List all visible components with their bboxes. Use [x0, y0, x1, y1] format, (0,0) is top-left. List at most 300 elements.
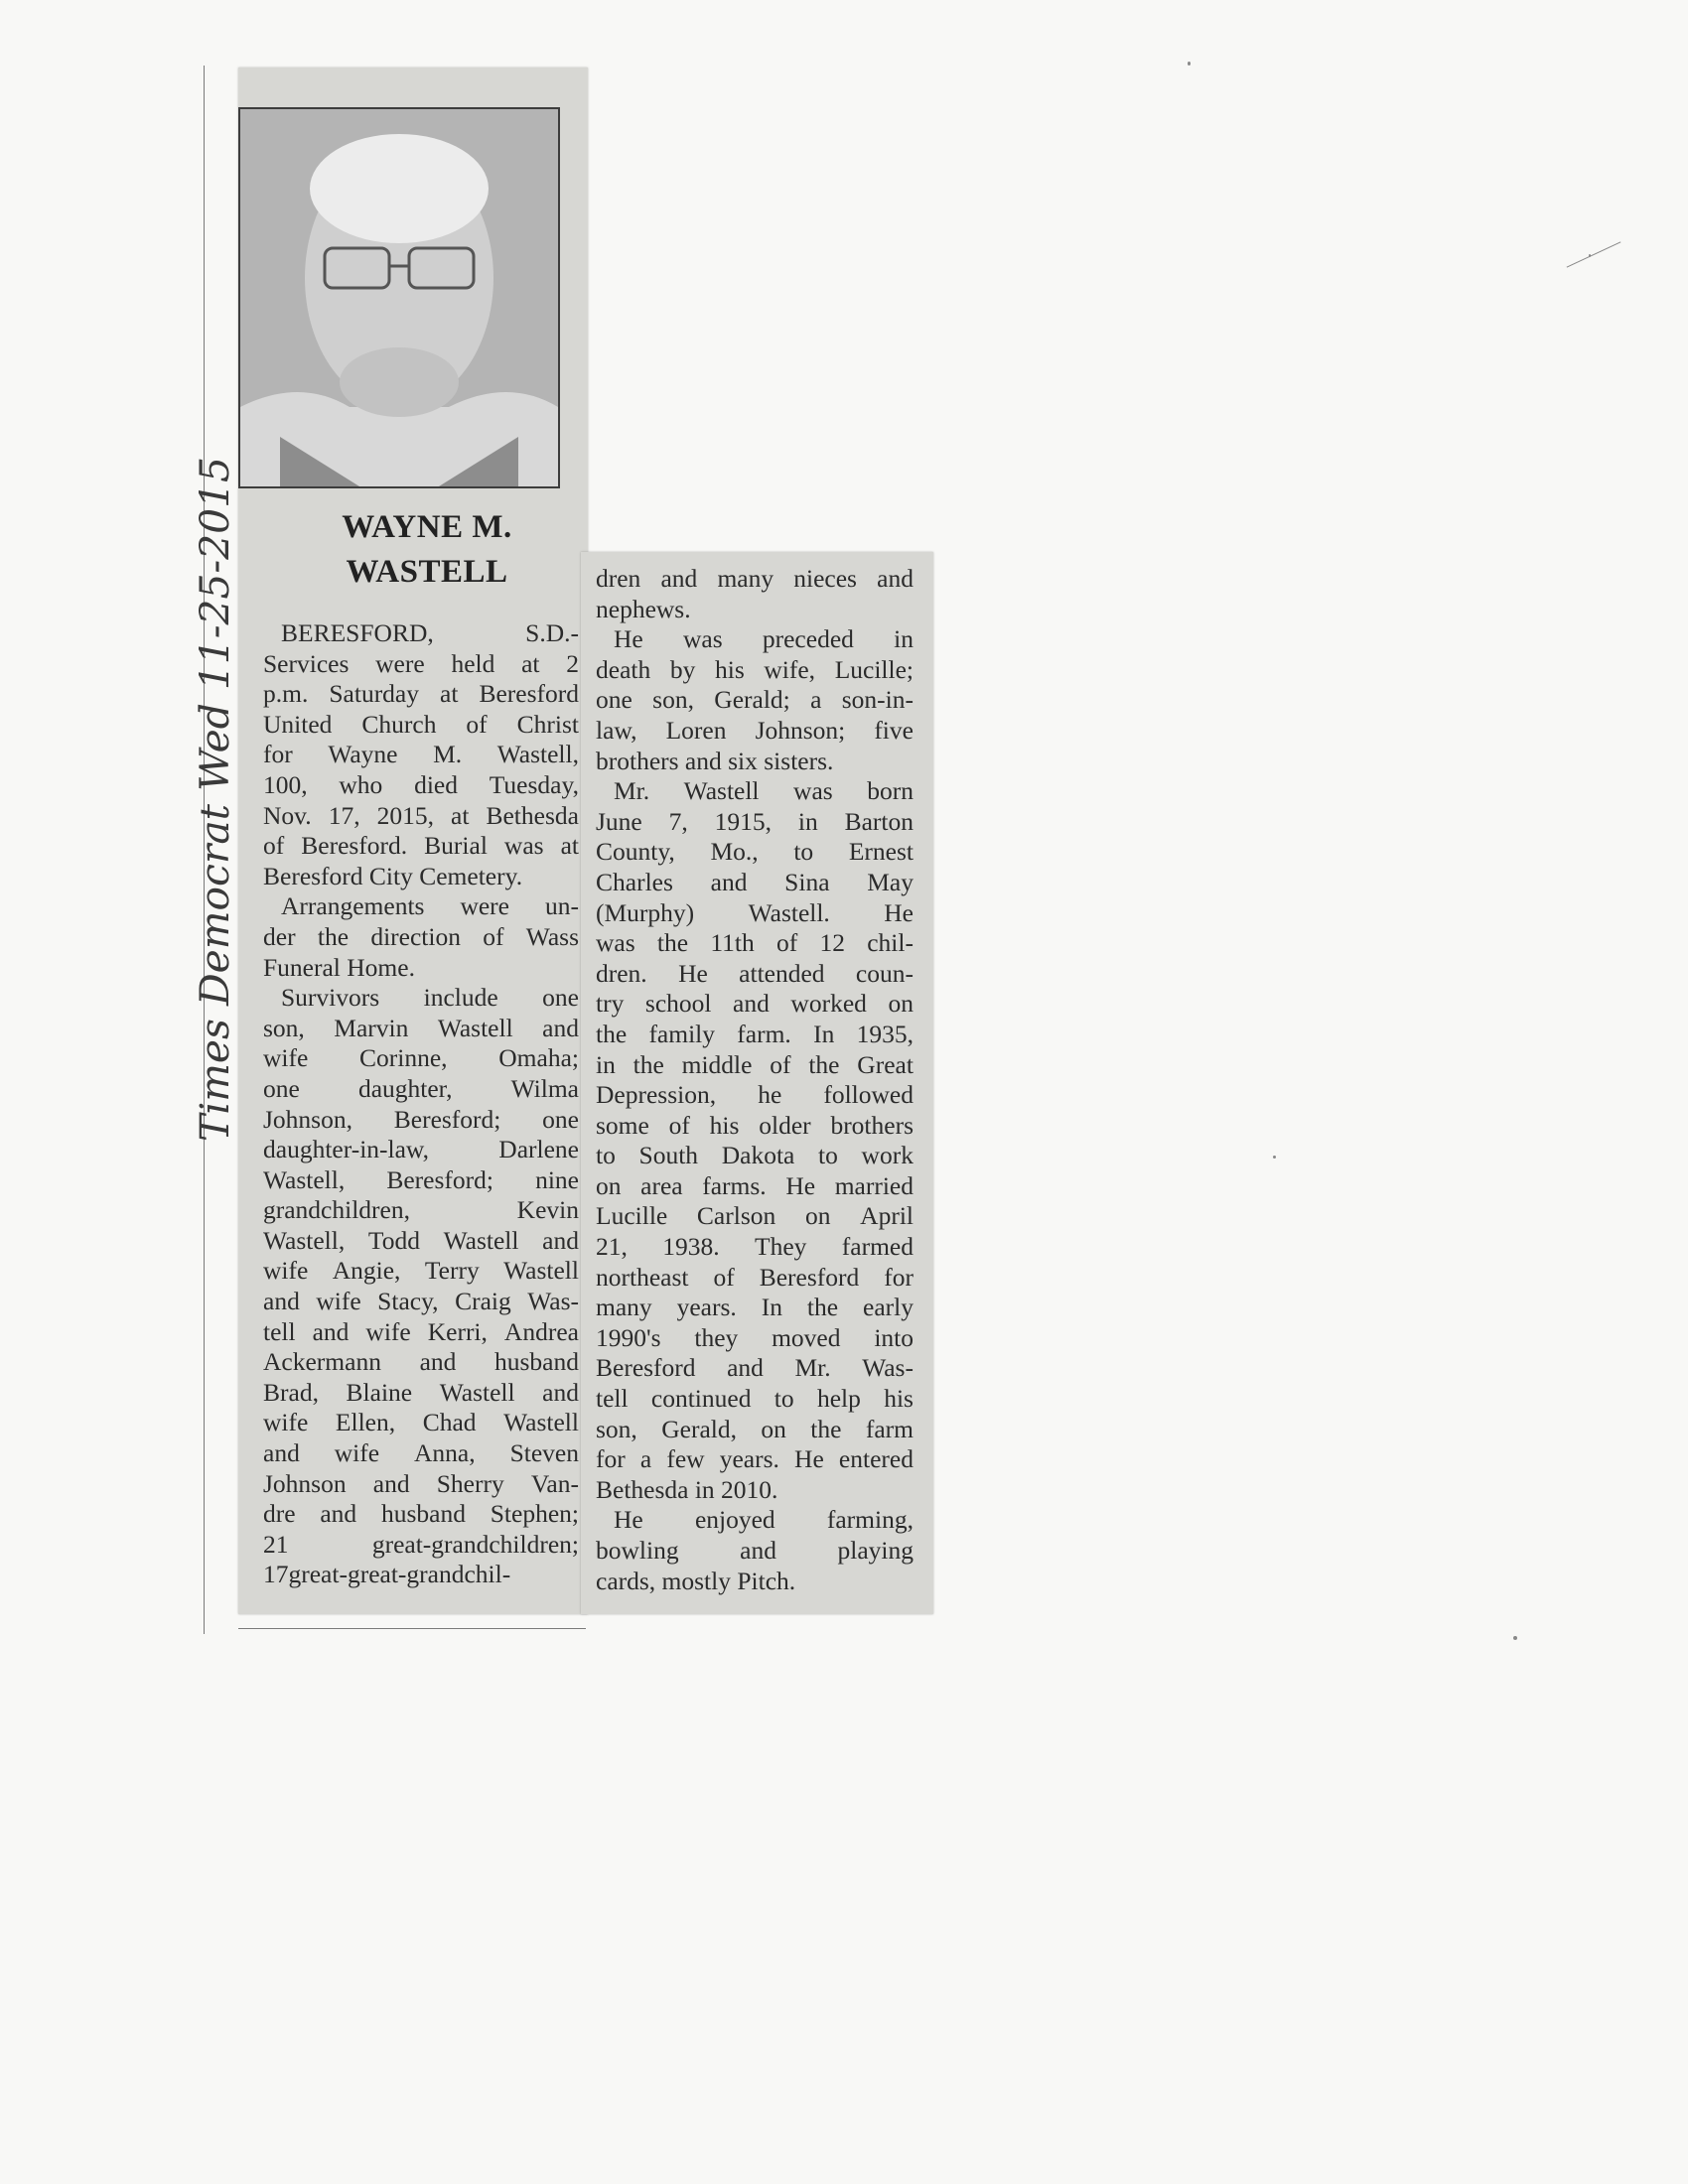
text-line [263, 1043, 579, 1074]
text-word: Depression, [596, 1080, 717, 1110]
text-word: Church [361, 709, 437, 739]
text-word: of [713, 1262, 735, 1292]
text-word: of [466, 709, 488, 739]
text-word: years. [676, 1293, 737, 1322]
text-word: followed [823, 1080, 914, 1110]
text-word: playing [837, 1536, 914, 1565]
text-line [263, 801, 579, 832]
text-line [263, 1195, 579, 1226]
text-word: Omaha; [498, 1043, 579, 1073]
obituary-name-line2: WASTELL [346, 554, 508, 590]
text-word: husband [380, 1499, 466, 1529]
text-word: coun- [855, 958, 914, 988]
obituary-paragraph [596, 564, 914, 624]
text-word: daughter-in-law, [263, 1135, 430, 1164]
text-line [596, 655, 914, 686]
text-word: Burial [424, 831, 488, 861]
text-word: and [733, 989, 770, 1019]
text-word: Carlson [696, 1201, 776, 1231]
obituary-paragraph [596, 1505, 914, 1596]
text-word: May [867, 867, 914, 896]
text-line [263, 1256, 579, 1287]
text-word: In [813, 1019, 835, 1048]
text-word: son, [596, 1414, 637, 1443]
text-word: and [877, 564, 914, 593]
text-word: and [372, 1468, 410, 1498]
text-word: Wilma [510, 1073, 579, 1103]
text-word: great-grandchildren; [371, 1529, 579, 1559]
text-word: Steven [509, 1438, 579, 1468]
text-word: and [542, 1377, 579, 1407]
text-word: Beresford; [386, 1164, 493, 1194]
text-word: Saturday [329, 679, 420, 709]
obituary-clipping-right [581, 552, 933, 1614]
text-line [263, 1105, 579, 1136]
text-word: his [714, 654, 745, 684]
text-line [596, 1050, 914, 1081]
text-word: Christ [516, 709, 579, 739]
text-line [263, 983, 579, 1014]
text-line [263, 649, 579, 680]
text-word: to [818, 1141, 838, 1170]
text-word: farm [865, 1414, 914, 1443]
text-word: one [542, 1104, 579, 1134]
handwritten-note-image [187, 447, 246, 1142]
text-word: school [644, 989, 712, 1019]
text-line [596, 837, 914, 868]
text-line [596, 1323, 914, 1354]
text-word: for [884, 1262, 914, 1292]
text-line [596, 1141, 914, 1171]
text-line [596, 1201, 914, 1232]
text-word: help [816, 1384, 861, 1414]
text-word: BERESFORD, [281, 618, 434, 647]
text-word: Sina [784, 867, 830, 896]
text-word: Beresford; [393, 1104, 501, 1134]
text-word: Wastell, [263, 1164, 346, 1194]
text-line [263, 1287, 579, 1317]
text-word: by [669, 654, 696, 684]
text-word: born [867, 776, 914, 806]
text-word: a [639, 1444, 652, 1474]
text-word: bowling [596, 1536, 679, 1565]
text-word: were [460, 891, 509, 921]
text-line [596, 1444, 914, 1475]
text-word: one [542, 983, 579, 1013]
text-word: entered [838, 1444, 914, 1474]
scan-speck [1567, 241, 1621, 267]
text-word: farmed [841, 1232, 914, 1262]
text-word: at [451, 800, 470, 830]
text-word: Ellen, [335, 1408, 396, 1437]
text-word: and [660, 564, 698, 593]
text-word: the [806, 1293, 839, 1322]
text-line [596, 1415, 914, 1445]
text-word: was [793, 776, 833, 806]
handwritten-note-text: Times Democrat Wed 11-25-2015 [193, 470, 238, 1142]
text-line [596, 928, 914, 959]
text-word: and [727, 1353, 764, 1383]
text-word: son-in- [841, 685, 914, 715]
text-line [596, 1505, 914, 1536]
text-word: to [793, 837, 814, 867]
text-word: death [596, 654, 651, 684]
text-word: and [419, 1347, 457, 1377]
text-word: daughter, [357, 1073, 453, 1103]
text-word: Great [857, 1049, 914, 1079]
text-word: on [888, 989, 914, 1019]
text-line [596, 1020, 914, 1050]
text-word: direction [370, 921, 461, 951]
text-word: Wastell [683, 776, 760, 806]
text-word: wife [365, 1316, 411, 1346]
text-word: Todd [367, 1225, 420, 1255]
text-word: chil- [867, 928, 914, 958]
text-line [596, 1232, 914, 1263]
text-word: enjoyed [694, 1505, 775, 1535]
text-line [263, 1530, 579, 1561]
text-line [263, 679, 579, 710]
text-word: Wass [525, 921, 579, 951]
text-word: He [794, 1444, 824, 1474]
text-word: were [375, 648, 425, 678]
text-line [263, 922, 579, 953]
text-word: United [263, 709, 333, 739]
text-word: a [810, 685, 822, 715]
text-word: Wastell [439, 1377, 515, 1407]
text-word: Mo., [710, 837, 759, 867]
text-word: Survivors [281, 983, 380, 1013]
text-word: include [423, 983, 498, 1013]
text-line [596, 624, 914, 655]
text-word: 7, [668, 806, 688, 836]
text-word: Andrea [503, 1316, 579, 1346]
text-line [596, 1263, 914, 1294]
text-word: was [596, 928, 635, 958]
text-word: in [596, 1049, 616, 1079]
text-line [263, 1469, 579, 1500]
text-line [263, 1165, 579, 1196]
text-line [263, 770, 579, 801]
text-word: and [740, 1536, 776, 1565]
text-word: 11th [710, 928, 755, 958]
text-line [263, 618, 579, 649]
text-word: Bethesda [486, 800, 579, 830]
text-word: Beresford [759, 1262, 860, 1292]
text-word: Angie, [332, 1256, 401, 1286]
text-line [263, 862, 579, 892]
text-word: at [560, 831, 579, 861]
text-word: Stacy, [377, 1287, 439, 1316]
text-word: Was- [527, 1287, 579, 1316]
text-line [263, 1135, 579, 1165]
text-word: preceded [762, 624, 854, 654]
text-word: Services [263, 648, 350, 678]
text-word: was [682, 624, 723, 654]
text-word: Tuesday, [489, 769, 579, 799]
text-word: grandchildren, [263, 1195, 410, 1225]
text-line [596, 747, 914, 777]
text-word: law, [596, 715, 637, 745]
text-line [263, 891, 579, 922]
text-word: in [797, 806, 818, 836]
text-word: northeast [596, 1262, 689, 1292]
text-word: April [860, 1201, 914, 1231]
text-word: work [861, 1141, 914, 1170]
text-word: farms. [702, 1170, 767, 1200]
text-word: Craig [455, 1287, 511, 1316]
scan-speck [1273, 1156, 1276, 1159]
text-word: brothers [830, 1110, 914, 1140]
text-word: and [263, 1438, 300, 1468]
text-line [263, 1317, 579, 1348]
text-word: of [775, 928, 798, 958]
text-word: into [874, 1322, 914, 1352]
text-word: in [894, 624, 914, 654]
text-word: great-great-grandchil- [288, 1560, 511, 1589]
text-word: area [640, 1170, 683, 1200]
text-word: nine [535, 1164, 579, 1194]
text-word: Beresford [596, 1353, 696, 1383]
text-word: Lucille; [834, 654, 914, 684]
text-word: 12 [819, 928, 845, 958]
text-line [263, 1347, 579, 1378]
text-word: Blaine [346, 1377, 413, 1407]
text-word: Van- [530, 1468, 579, 1498]
text-word: Wastell [443, 1225, 519, 1255]
text-word: 1938. [662, 1232, 720, 1262]
text-word: wife [263, 1256, 309, 1286]
text-word: Terry [424, 1256, 480, 1286]
obituary-paragraph [596, 776, 914, 1505]
text-line [596, 1111, 914, 1142]
text-word: five [874, 715, 914, 745]
text-word: He [614, 624, 643, 654]
text-line [596, 898, 914, 929]
text-word: tell [263, 1316, 296, 1346]
text-word: at [521, 648, 540, 678]
text-word: Ackermann [263, 1347, 381, 1377]
text-word: on [596, 1170, 622, 1200]
text-word: dren. [596, 958, 647, 988]
text-word: Brad, [263, 1377, 319, 1407]
text-word: 17 [263, 1560, 289, 1589]
text-word: Darlene [498, 1135, 579, 1164]
text-word: Wastell, [263, 1225, 346, 1255]
text-word: many [717, 564, 774, 593]
portrait-photo [238, 107, 560, 488]
text-line [596, 1536, 914, 1567]
text-line [263, 710, 579, 741]
text-line [596, 989, 914, 1020]
column-rule [238, 1628, 586, 1629]
obituary-paragraph [263, 983, 579, 1590]
text-line [596, 868, 914, 898]
text-word: Chad [422, 1408, 477, 1437]
text-word: married [834, 1170, 914, 1200]
text-word: dre [263, 1499, 296, 1529]
text-word: 21, [596, 1232, 628, 1262]
text-word: Barton [844, 806, 914, 836]
text-word: wife [263, 1043, 309, 1073]
text-word: son, [263, 1013, 305, 1042]
text-word: died [414, 769, 458, 799]
text-word: they [694, 1322, 739, 1352]
text-word: older [759, 1110, 811, 1140]
text-word: on [804, 1201, 831, 1231]
text-word: wife [263, 1408, 309, 1437]
text-word: 1935, [856, 1019, 914, 1048]
text-word: cards, mostly Pitch. [596, 1566, 796, 1595]
text-word: the [810, 1414, 842, 1443]
text-word: was [503, 831, 544, 861]
text-word: Mr. [794, 1353, 831, 1383]
obituary-name-line1: WAYNE M. [342, 509, 512, 545]
text-word: to [596, 1141, 616, 1170]
text-word: and [542, 1225, 579, 1255]
text-line [263, 1014, 579, 1044]
text-word: the [656, 928, 689, 958]
text-word: Johnson; [755, 715, 846, 745]
text-word: Anna, [414, 1438, 476, 1468]
scan-speck [1188, 62, 1191, 66]
text-word: try [596, 989, 625, 1019]
text-line [596, 1567, 914, 1597]
text-word: Loren [665, 715, 727, 745]
text-line [263, 1074, 579, 1105]
text-word: They [755, 1232, 807, 1262]
text-word: dren [596, 564, 641, 593]
text-line [596, 564, 914, 595]
text-word: County, [596, 837, 675, 867]
text-word: He [614, 1505, 643, 1535]
text-word: tell [596, 1384, 629, 1414]
text-word: Corinne, [359, 1043, 448, 1073]
text-word: moved [772, 1322, 841, 1352]
text-word: one [263, 1073, 300, 1103]
text-word: 2 [566, 648, 579, 678]
text-word: Kerri, [427, 1316, 488, 1346]
text-word: South [638, 1141, 699, 1170]
text-word: few [666, 1444, 705, 1474]
text-line [596, 1171, 914, 1202]
text-word: 2015, [376, 800, 434, 830]
text-word: Charles [596, 867, 673, 896]
text-word: Beresford. [301, 831, 408, 861]
text-word: and [710, 867, 748, 896]
text-word: Marvin [334, 1013, 409, 1042]
text-word: He [884, 897, 914, 927]
text-word: of [770, 1049, 791, 1079]
text-word: Ernest [848, 837, 914, 867]
text-word: of [483, 921, 504, 951]
text-word: der [263, 921, 296, 951]
text-word: to [774, 1384, 794, 1414]
text-word: the [317, 921, 350, 951]
text-word: M. [433, 740, 463, 769]
obituary-column-1 [263, 618, 579, 1590]
text-word: 17, [328, 800, 360, 830]
obituary-paragraph [596, 624, 914, 776]
text-word: son, [652, 685, 694, 715]
text-word: for [263, 740, 293, 769]
text-word: 1990's [596, 1322, 661, 1352]
obituary-paragraph [263, 891, 579, 983]
text-word: middle [681, 1049, 753, 1079]
text-word: June [596, 806, 642, 836]
text-word: he [758, 1080, 782, 1110]
text-line [596, 776, 914, 807]
text-word: his [709, 1110, 740, 1140]
text-word: Wastell [503, 1408, 579, 1437]
text-line [263, 1226, 579, 1257]
text-word: Wastell. [748, 897, 830, 927]
text-word: worked [790, 989, 867, 1019]
text-word: Johnson, [263, 1104, 352, 1134]
portrait-image [240, 109, 558, 486]
text-word: farming, [826, 1505, 914, 1535]
text-word: Dakota [721, 1141, 795, 1170]
text-line [263, 1438, 579, 1469]
text-line [263, 1378, 579, 1409]
text-word: 1915, [714, 806, 772, 836]
text-word: wife, [764, 654, 816, 684]
text-word: husband [494, 1347, 579, 1377]
text-word: on [761, 1414, 786, 1443]
text-word: Wastell, [496, 740, 579, 769]
text-line [263, 1499, 579, 1530]
text-word: held [451, 648, 495, 678]
text-word: Lucille [596, 1201, 668, 1231]
text-word: nieces [793, 564, 857, 593]
text-word: He [678, 958, 708, 988]
text-word: Bethesda in 2010. [596, 1474, 778, 1504]
text-word: many [596, 1293, 652, 1322]
text-line [596, 685, 914, 716]
text-word: for [596, 1444, 626, 1474]
text-word: 21 [263, 1529, 289, 1559]
text-line [596, 1080, 914, 1111]
text-line [596, 807, 914, 838]
text-word: un- [545, 891, 579, 921]
scan-speck [1513, 1636, 1517, 1640]
text-line [263, 1560, 579, 1590]
text-word: Beresford City Cemetery. [263, 861, 523, 890]
text-word: and [263, 1287, 300, 1316]
text-word: early [863, 1293, 914, 1322]
text-word: the [633, 1049, 664, 1079]
text-line [596, 716, 914, 747]
text-word: Wayne [328, 740, 398, 769]
text-word: Wastell [503, 1256, 579, 1286]
text-word: In [761, 1293, 782, 1322]
text-word: Beresford [479, 679, 579, 709]
text-word: (Murphy) [596, 897, 695, 927]
text-word: wife [316, 1287, 361, 1316]
text-word: Arrangements [281, 891, 425, 921]
text-word: Was- [862, 1353, 914, 1383]
text-word: family [648, 1019, 716, 1048]
text-line [596, 595, 914, 625]
text-word: nephews. [596, 594, 691, 623]
text-line [596, 1353, 914, 1384]
text-word: who [339, 769, 383, 799]
text-word: Sherry [436, 1468, 504, 1498]
text-word: of [263, 831, 285, 861]
text-word: Gerald, [661, 1414, 737, 1443]
text-word: Funeral Home. [263, 952, 415, 982]
text-word: his [884, 1384, 914, 1414]
